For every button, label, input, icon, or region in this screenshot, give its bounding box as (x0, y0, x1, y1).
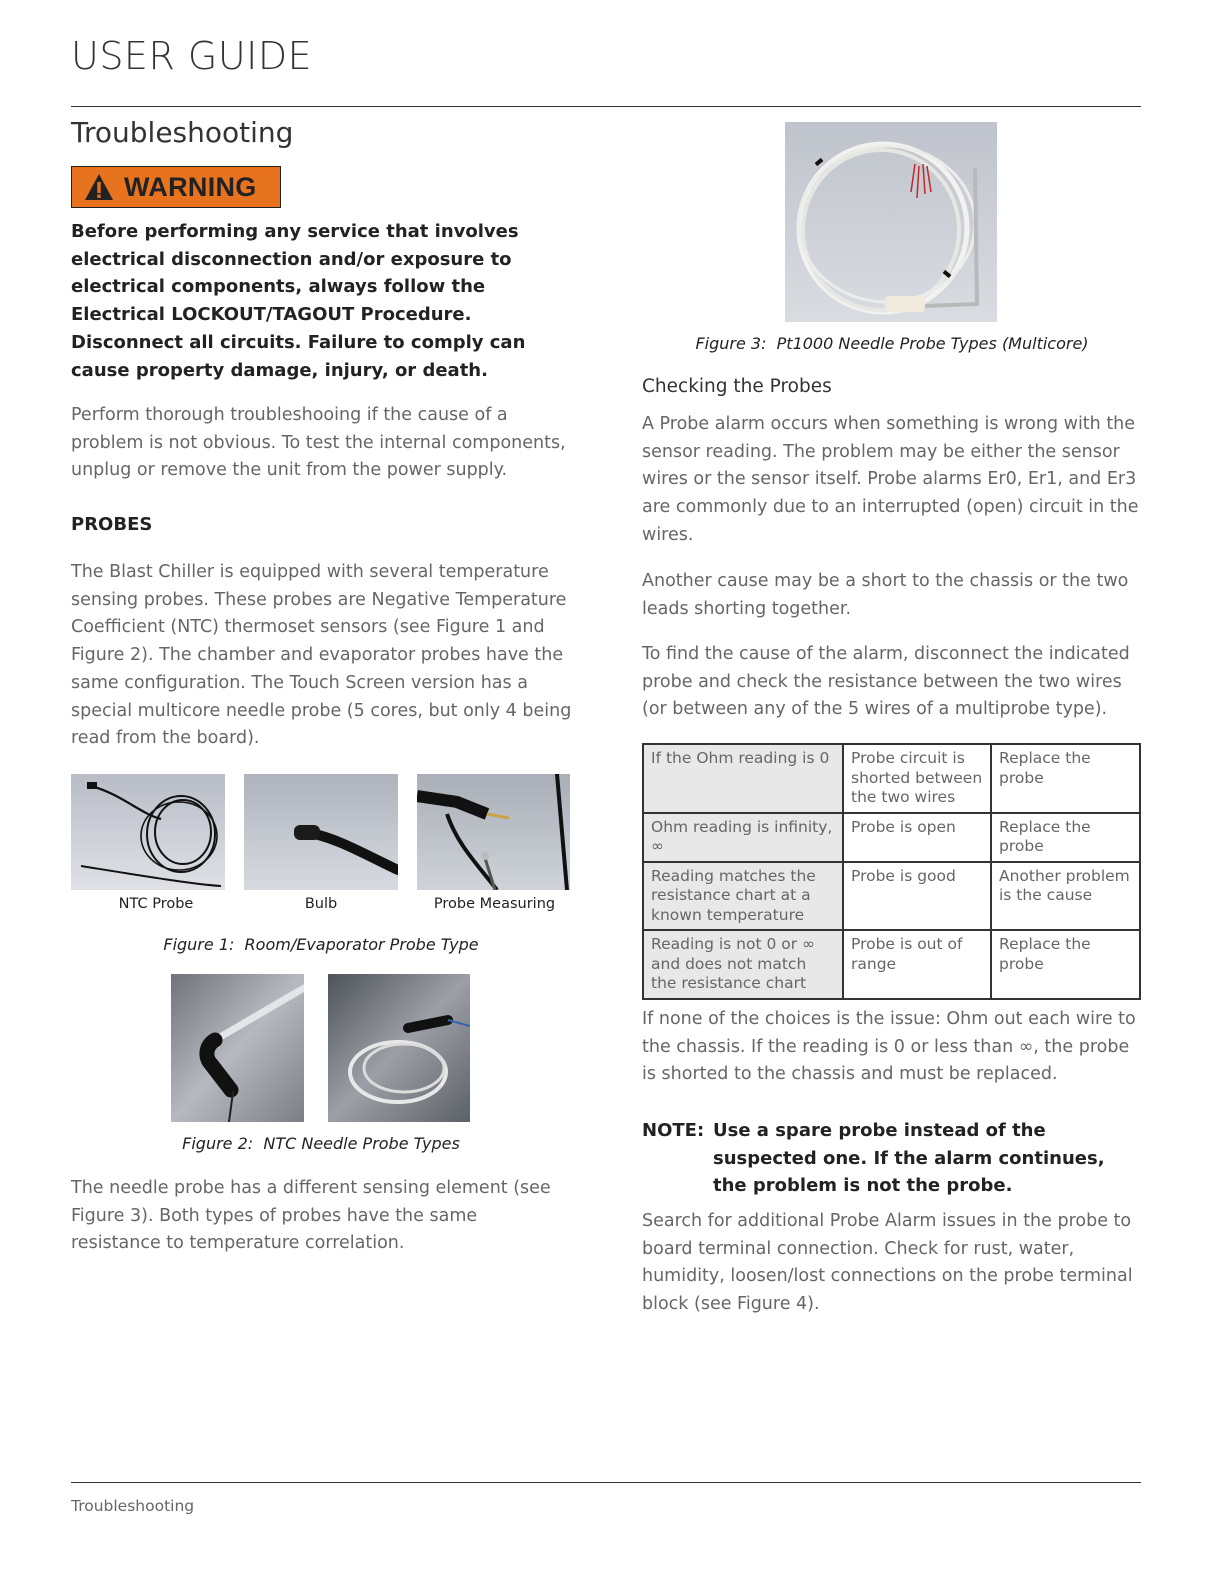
probe-measuring-caption: Probe Measuring (433, 896, 556, 912)
resistance-table (642, 743, 1141, 1000)
table-cell: Ohm reading is infinity, ∞ (643, 813, 843, 862)
ntc-probe-photo (71, 774, 225, 890)
section-title: Troubleshooting (71, 116, 294, 149)
table-row (643, 744, 1140, 813)
note-label: NOTE: (642, 1120, 705, 1141)
warning-triangle-icon (84, 173, 114, 201)
table-cell: Replace the probe (991, 744, 1140, 813)
checking-probes-heading: Checking the Probes (642, 376, 832, 397)
table-cell: Reading matches the resistance chart at a known temperature (643, 862, 843, 931)
intro-paragraph: Perform thorough troubleshooing if the cause of a problem is not obvious. To test the internal components, unplug or remove the unit from the power supply. (71, 405, 566, 481)
needle-probe-photo-2 (328, 974, 470, 1122)
figure2-caption: Figure 2: NTC Needle Probe Types (182, 1134, 460, 1153)
table-cell: Reading is not 0 or ∞ and does not match the resistance chart (643, 930, 843, 999)
table-cell: Probe is out of range (843, 930, 991, 999)
search-paragraph: Search for additional Probe Alarm issues in the probe to board terminal connection. Check for rust, water, humidity, loosen/lost connections on the probe terminal block (see Figure 4). (642, 1211, 1133, 1315)
table-cell: If the Ohm reading is 0 (643, 744, 843, 813)
table-row (643, 862, 1140, 931)
table-row (643, 813, 1140, 862)
table-row (643, 930, 1140, 999)
find-cause-paragraph: To find the cause of the alarm, disconnect the indicated probe and check the resistance between the two wires (or between any of the 5 wires of a multiprobe type). (642, 644, 1130, 720)
probes-heading: PROBES (71, 514, 153, 535)
table-cell: Another problem is the cause (991, 862, 1140, 931)
table-cell: Probe is good (843, 862, 991, 931)
footer-divider (71, 1482, 1141, 1483)
note-text: Use a spare probe instead of the suspected one. If the alarm continues, the problem is not the probe. (713, 1120, 1105, 1197)
table-cell: Probe circuit is shorted between the two wires (843, 744, 991, 813)
pt1000-probe-photo (785, 122, 997, 322)
probe-measuring-photo (417, 774, 570, 890)
warning-text: Before performing any service that involves electrical disconnection and/or exposure to electrical components, always follow the Electrical LOCKOUT/TAGOUT Procedure. Disconnect all circuits. Failure to comply can cause property damage, injury, or death. (71, 221, 526, 381)
warning-banner (71, 166, 281, 208)
figure1-caption: Figure 1: Room/Evaporator Probe Type (163, 935, 479, 954)
probe-alarm-paragraph: A Probe alarm occurs when something is wrong with the sensor reading. The problem may be either the sensor wires or the sensor itself. Probe alarms Er0, Er1, and Er3 are commonly due to an interrupted (open) circuit in the wires. (642, 414, 1139, 545)
bulb-photo (244, 774, 398, 890)
needle-probe-photo-1 (171, 974, 304, 1122)
note-block (642, 1117, 1142, 1200)
table-cell: Replace the probe (991, 930, 1140, 999)
footer-section-name: Troubleshooting (71, 1497, 195, 1515)
short-cause-paragraph: Another cause may be a short to the chassis or the two leads shorting together. (642, 571, 1129, 619)
header-divider (71, 106, 1141, 107)
figure3-caption: Figure 3: Pt1000 Needle Probe Types (Multicore) (695, 334, 1089, 353)
ohm-out-paragraph: If none of the choices is the issue: Ohm out each wire to the chassis. If the reading is 0 or less than ∞, the probe is shorted to the chassis and must be replaced. (642, 1009, 1136, 1085)
page-header-title: USER GUIDE (71, 34, 313, 78)
needle-probe-paragraph: The needle probe has a different sensing element (see Figure 3). Both types of probes have the same resistance to temperature correlation. (71, 1178, 551, 1254)
probes-paragraph: The Blast Chiller is equipped with several temperature sensing probes. These probes are Negative Temperature Coefficient (NTC) thermoset sensors (see Figure 1 and Figure 2). The chamber and evaporator probes have the same configuration. The Touch Screen version has a special multicore needle probe (5 cores, but only 4 being read from the board). (71, 562, 572, 749)
table-cell: Probe is open (843, 813, 991, 862)
ntc-probe-caption: NTC Probe (118, 896, 194, 912)
bulb-caption: Bulb (304, 896, 338, 912)
table-cell: Replace the probe (991, 813, 1140, 862)
warning-label: WARNING (124, 171, 257, 202)
